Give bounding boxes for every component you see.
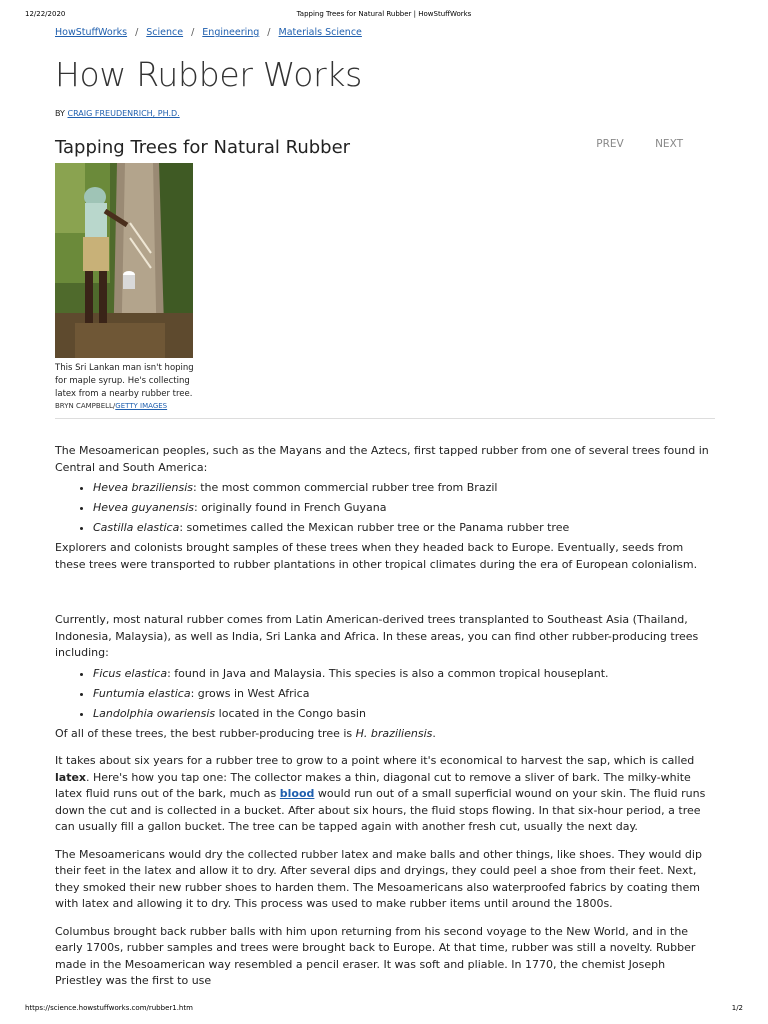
paragraph xyxy=(55,726,715,743)
paragraph xyxy=(55,753,715,836)
print-footer xyxy=(25,1004,743,1016)
species-name: Hevea braziliensis xyxy=(93,481,193,494)
species-name: H. braziliensis xyxy=(355,726,433,740)
article-figure xyxy=(55,163,195,410)
figure-caption: This Sri Lankan man isn't hoping for maple syrup. He's collecting latex from a nearby rubber tree. xyxy=(55,363,194,399)
list-item xyxy=(93,706,715,723)
breadcrumb-separator: / xyxy=(191,27,195,38)
byline xyxy=(55,109,715,118)
print-page-title: Tapping Trees for Natural Rubber | HowStuffWorks xyxy=(296,10,472,18)
tree-list-americas xyxy=(55,480,715,537)
breadcrumb-home-link[interactable]: HowStuffWorks xyxy=(55,27,128,38)
text-run: . xyxy=(432,726,436,740)
author-link[interactable]: CRAIG FREUDENRICH, PH.D. xyxy=(67,109,180,118)
breadcrumb-materials-science-link[interactable]: Materials Science xyxy=(278,27,362,38)
list-item xyxy=(93,666,715,683)
next-button[interactable]: NEXT xyxy=(655,138,683,150)
article-body xyxy=(55,443,715,990)
latex-term: latex xyxy=(55,770,87,784)
photo-credit xyxy=(55,402,195,410)
print-page-number: 1/2 xyxy=(731,1004,743,1012)
byline-prefix: BY xyxy=(55,109,65,118)
text-run: It takes about six years for a rubber tree to grow to a point where it's economical to harvest the sap, which is called xyxy=(55,754,695,767)
species-name: Landolphia owariensis xyxy=(93,706,216,720)
paragraph: Currently, most natural rubber comes from Latin American-derived trees transplanted to Southeast Asia (Thailand, Indonesia, Malaysia), as well as India, Sri Lanka and Africa. In these areas, you can find other rubber-producing trees including: xyxy=(55,613,699,659)
breadcrumb-engineering-link[interactable]: Engineering xyxy=(202,27,260,38)
list-item xyxy=(93,500,715,517)
species-name: Castilla elastica xyxy=(93,521,180,534)
article-content xyxy=(55,26,715,990)
species-desc: : the most common commercial rubber tree from Brazil xyxy=(193,481,498,494)
species-desc: : found in Java and Malaysia. This species is also a common tropical houseplant. xyxy=(167,666,609,680)
species-name: Hevea guyanensis xyxy=(93,501,194,514)
species-desc: : sometimes called the Mexican rubber tree or the Panama rubber tree xyxy=(179,521,570,534)
species-name: Ficus elastica xyxy=(93,666,168,680)
prev-button[interactable]: PREV xyxy=(596,138,624,150)
credit-link[interactable]: GETTY IMAGES xyxy=(115,402,168,410)
tree-list-other xyxy=(55,666,715,723)
rubber-tapper-photo xyxy=(55,163,193,358)
print-header xyxy=(25,10,743,22)
paragraph: Columbus brought back rubber balls with him upon returning from his second voyage to the New World, and in the early 1700s, rubber samples and trees were brought back to Europe. At that time, rubber was still a novelty. Rubber made in the Mesoamerican way resembled a pencil eraser. It was soft and pliable. In 1770, the chemist Joseph Priestley was the first to use xyxy=(55,924,696,987)
species-desc: : originally found in French Guyana xyxy=(194,501,387,514)
list-item xyxy=(93,686,715,703)
breadcrumb-science-link[interactable]: Science xyxy=(146,27,184,38)
pager xyxy=(568,138,683,150)
text-run: . Here's how you tap one: The collector makes a thin, diagonal cut to remove a sliver of bark. The milky-white latex fluid runs out of the bark, much as xyxy=(55,770,691,800)
credit-name: BRYN CAMPBELL/ xyxy=(55,402,116,410)
species-desc: : grows in West Africa xyxy=(190,686,310,700)
list-item xyxy=(93,480,715,497)
paragraph: The Mesoamerican peoples, such as the Mayans and the Aztecs, first tapped rubber from one of several trees found in Central and South America: xyxy=(55,444,709,474)
breadcrumb xyxy=(55,26,715,40)
breadcrumb-separator: / xyxy=(135,27,139,38)
section-title: Tapping Trees for Natural Rubber xyxy=(55,137,351,158)
paragraph: The Mesoamericans would dry the collected rubber latex and make balls and other things, like shoes. They would dip their feet in the latex and allow it to dry. After several dips and dryings, they could peel a shoe from their feet. Next, they smoked their new rubber shoes to harden them. The Mesoamericans also waterproofed fabrics by coating them with latex and allowing it to dry. This process was used to make rubber items until around the 1800s. xyxy=(55,847,702,910)
section-header xyxy=(55,136,715,160)
print-date: 12/22/2020 xyxy=(25,10,66,18)
breadcrumb-separator: / xyxy=(267,27,271,38)
divider xyxy=(55,418,715,419)
text-run: would run out of a small superficial wound on your skin. The fluid runs down the cut and is collected in a bucket. After about six hours, the fluid stops flowing. In that six-hour period, a tree can usually fill a gallon bucket. The tree can be tapped again with another fresh cut, usually the next day. xyxy=(55,787,706,833)
list-item xyxy=(93,520,715,537)
text-run: Of all of these trees, the best rubber-producing tree is xyxy=(55,726,356,740)
print-url: https://science.howstuffworks.com/rubber1.htm xyxy=(25,1004,193,1012)
blood-link[interactable]: blood xyxy=(279,787,315,800)
species-name: Funtumia elastica xyxy=(93,686,191,700)
species-desc: located in the Congo basin xyxy=(215,706,366,720)
paragraph: Explorers and colonists brought samples of these trees when they headed back to Europe. Eventually, seeds from these trees were transported to rubber plantations in other tropical climates during the era of European colonialism. xyxy=(55,541,698,571)
page-title: How Rubber Works xyxy=(55,55,363,94)
